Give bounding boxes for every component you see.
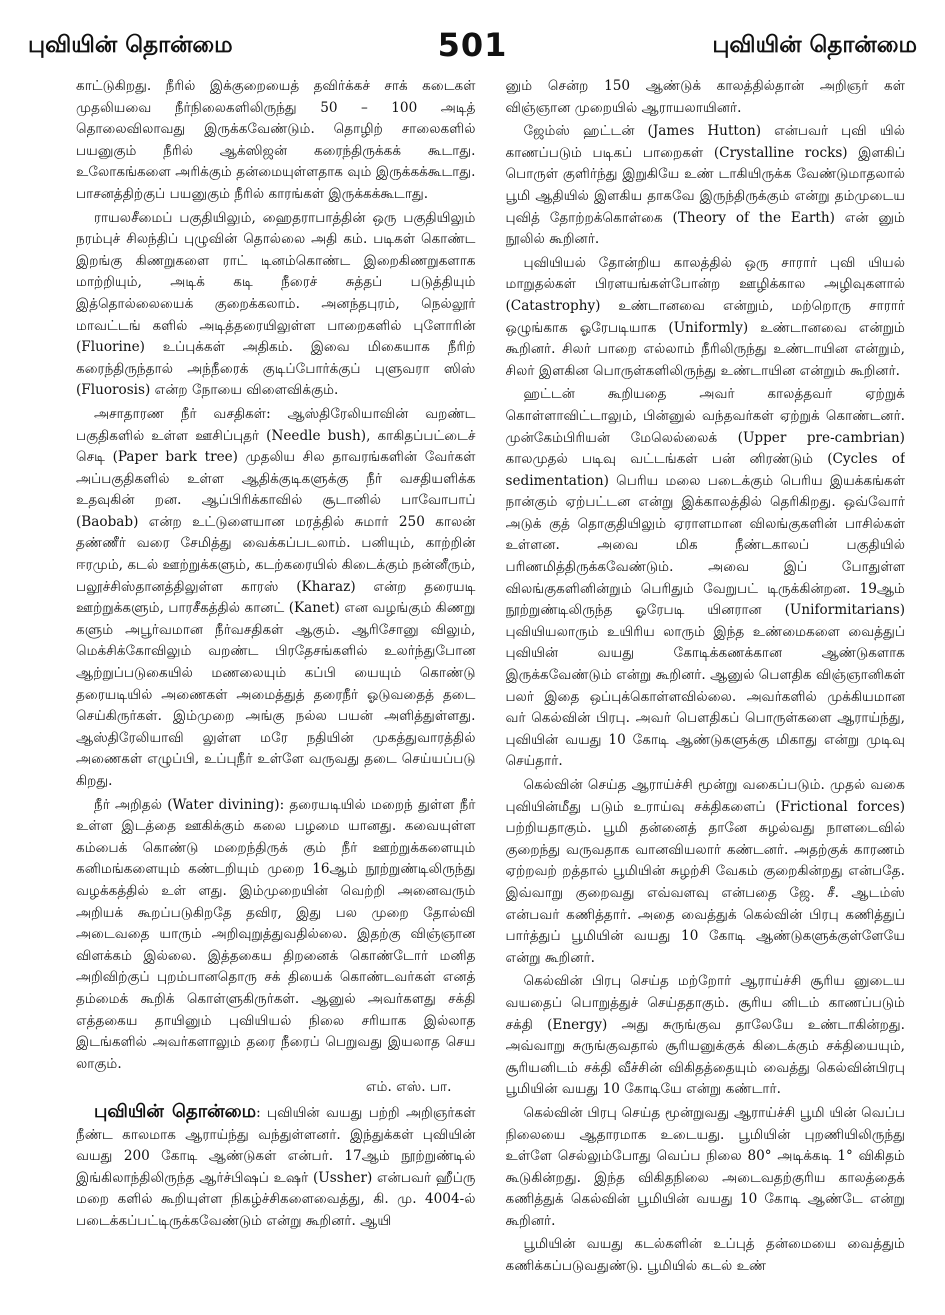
paragraph: ஜேம்ஸ் ஹட்டன் (James Hutton) என்பவர் புவி யில் காணப்படும் படிகப் பாறைகள் (Crystalline rocks) இளகிப் பொருள் குளிர்ந்து இறுகியே உண் டாகியிருக்க வேண்டுமாதலால் பூமி ஆதியில் இளகிய தாகவே இருந்திருக்கும் என்று தம்முடைய புவித் தோற்றக்கொள்கை (Theory of the Earth) என் னும் நூலில் கூறினர்.: [505, 123, 905, 248]
section-paragraph: [76, 1101, 476, 1233]
paragraph: பூமியின் வயது கடல்களின் உப்புத் தன்மையை வைத்தும் கணிக்கப்படுவதுண்டு. பூமியில் கடல் உண்: [505, 1236, 905, 1275]
paragraph: கெல்வின் பிரபு செய்த மூன்றுவது ஆராய்ச்சி பூமி யின் வெப்ப நிலையை ஆதாரமாக உடையது. பூமியின் புறணியிலிருந்து உள்ளே செல்லும்போது வெப்ப நிலை 80° அடிக்கடி 1° விகிதம் கூடுகின்றது. இந்த விகிதநிலை அடைவதற்குரிய காலத்தைக் கணித்துக் கெல்வின் பூமியின் வயது 10 கோடி ஆண்டே என்று கூறினர்.: [505, 1104, 905, 1229]
running-title-right: புவியின் தொன்மை: [712, 32, 917, 58]
running-title-left: புவியின் தொன்மை: [28, 32, 233, 58]
paragraph: னும் சென்ற 150 ஆண்டுக் காலத்தில்தான் அறிஞர் கள் விஞ்ஞான முறையில் ஆராயலாயினர்.: [505, 78, 905, 116]
paragraph: கெல்வின் செய்த ஆராய்ச்சி மூன்று வகைப்படும். முதல் வகை புவியின்மீது படும் உராய்வு சக்திகளைப் (Frictional forces) பற்றியதாகும். பூமி தன்னைத் தானே சுழல்வது நாளடைவில் குறைந்து வருவதாக வானவியலார் கண்டனர். அதற்குக் காரணம் ஏற்றவற் றத்தால் பூமியின் சுழற்சி வேகம் குறைகின்றது என்பதே. இவ்வாறு குறைவது எவ்வளவு என்பதை ஜே. சீ. ஆடம்ஸ் என்பவர் கணித்தார். அதை வைத்துக் கெல்வின் பிரபு கணித்துப் பார்த்துப் பூமியின் வயது 10 கோடி ஆண்டுகளுக்குள்ளேயே என்று கூறினர்.: [505, 777, 905, 966]
page-header: [28, 22, 917, 72]
paragraph: காட்டுகிறது. நீரில் இக்குறையைத் தவிர்க்கச் சாக் கடைகள் முதலியவை நீர்நிலைகளிலிருந்து 50 – 100 அடித் தொலைவிலாவது இருக்கவேண்டும். தொழிற் சாலைகளில் பயனுகும் நீரில் ஆக்ஸிஜன் கரைந்திருக்கக் கூடாது. உலோகங்களை அரிக்கும் தன்மையுள்ளதாக வும் இருக்கக்கூடாது. பாசனத்திற்குப் பயனுகும் நீரில் காரங்கள் இருக்கக்கூடாது.: [76, 78, 476, 202]
page-body: [76, 76, 905, 1297]
paragraph: நீர் அறிதல் (Water divining): தரையடியில் மறைந் துள்ள நீர் உள்ள இடத்தை ஊகிக்கும் கலை பழமை யானது. கவையுள்ள கம்பைக் கொண்டு மறைந்திருக் கும் நீர் ஊற்றுக்களையும் கனிமங்களையும் கண்டறியும் முறை 16ஆம் நூற்றுண்டிலிருந்து வழக்கத்தில் உள் ளது. இம்முறையின் வெற்றி அனைவரும் அறியக் கூறப்படுகிறதே தவிர, இது பல முறை தோல்வி அடைவதை யாரும் அறிவுறுத்துவதில்லை. இதற்கு விஞ்ஞான விளக்கம் இல்லை. இத்தகைய திறனைக் கொண்டோர் மனித அறிவிற்குப் புறம்பானதொரு சக் தியைக் கொண்டவர்கள் எனத் தம்மைக் கூறிக் கொள்ளுகிருர்கள். ஆனுல் அவர்களது சக்தி எத்தகைய தாயினும் புவியியல் நிலை சரியாக இல்லாத இடங்களில் அவர்களாலும் தரை நீரைப் பெறுவது இயலாத செய லாகும்.: [76, 796, 476, 1072]
page-number: 501: [437, 26, 508, 64]
paragraph: ஹட்டன் கூறியதை அவர் காலத்தவர் ஏற்றுக் கொள்ளாவிட்டாலும், பின்னுல் வந்தவர்கள் ஏற்றுக் கொண்டனர். முன்கேம்பிரியன் மேலெல்லைக் (Upper pre-cambrian) காலமுதல் படிவு வட்டங்கள் பன் னிரண்டும் (Cycles of sedimentation) பெரிய மலை படைக்கும் பெரிய இயக்கங்கள் நான்கும் ஏற்பட்டன என்று இக்காலத்தில் தெரிகிறது. ஒவ்வோர் அடுக் குத் தொகுதியிலும் ஏராளமான விலங்குகளின் பாசில்கள் உள்ளன. அவை மிக நீண்டகாலப் பகுதியில் பரிணமித்திருக்கவேண்டும். அவை இப் போதுள்ள விலங்குகளினின்றும் பெரிதும் வேறுபட் டிருக்கின்றன. 19ஆம் நூற்றுண்டிலிருந்த ஓரேபடி யினரான (Uniformitarians) புவியியலாரும் உயிரிய லாரும் இந்த உண்மைகளை வைத்துப் புவியின் வயது கோடிக்கணக்கான ஆண்டுகளாக இருக்கவேண்டும் என்று கூறினர். ஆனுல் பௌதிக விஞ்ஞானிகள் பலர் இதை ஒப்புக்கொள்ளவில்லை. அவர்களில் முக்கியமான வர் கெல்வின் பிரபு. அவர் பௌதிகப் பொருள்களை ஆராய்ந்து, புவியின் வயது 10 கோடி ஆண்டுகளுக்கு மிகாது என்று முடிவு செய்தார்.: [505, 386, 905, 770]
author-signature: எம். எஸ். பா.: [365, 1079, 452, 1096]
paragraph: கெல்வின் பிரபு செய்த மற்றோர் ஆராய்ச்சி சூரிய னுடைய வயதைப் பொறுத்துச் செய்ததாகும். சூரிய னிடம் காணப்படும் சக்தி (Energy) அது சுருங்குவ தாலேயே உண்டாகின்றது. அவ்வாறு சுருங்குவதால் சூரியனுக்குக் கிடைக்கும் சக்தியையும், சூரியனிடம் சக்தி வீச்சின் விகிதத்தையும் வைத்து கெல்வின்பிரபு பூமியின் வயது 10 கோடியே என்று கண்டார்.: [505, 973, 905, 1098]
left-column: [76, 76, 476, 1297]
paragraph: ராயலசீமைப் பகுதியிலும், ஹைதராபாத்தின் ஒரு பகுதியிலும் நரம்புச் சிலந்திப் புழுவின் தொல்லை அதி கம். படிகள் கொண்ட இறங்கு கிணறுகளை ராட் டினம்கொண்ட இறைகிணறுகளாக மாற்றியும், அடிக் கடி நீரைச் சுத்தப் படுத்தியும் இத்தொல்லையைக் குறைக்கலாம். அனந்தபுரம், நெல்லூர் மாவட்டங் களில் அடித்தரையிலுள்ள பாறைகளில் புளோரின் (Fluorine) உப்புக்கள் அதிகம். இவை மிகையாக நீரிற் கரைந்திருந்தால் அந்நீரைக் குடிப்போர்க்குப் புளுவரா ஸிஸ் (Fluorosis) என்ற நோயை விளைவிக்கும்.: [76, 209, 476, 399]
paragraph: புவியியல் தோன்றிய காலத்தில் ஒரு சாரார் புவி யியல் மாறுதல்கள் பிரளயங்கள்போன்ற ஊழிக்கால அழிவுகளால் (Catastrophy) உண்டானவை என்றும், மற்றொரு சாரார் ஒழுங்காக ஓரேபடியாக (Uniformly) உண்டானவை என்றும் கூறினர். சிலர் பாறை எல்லாம் நீரிலிருந்து உண்டாயின என்றும், சிலர் இளகின பொருள்களிலிருந்து உண்டாயின என்றும் கூறினர்.: [505, 254, 905, 379]
section-title: புவியின் தொன்மை: [94, 1100, 257, 1122]
right-column: [506, 76, 906, 1297]
paragraph: அசாதாரண நீர் வசதிகள்: ஆஸ்திரேலியாவின் வறண்ட பகுதிகளில் உள்ள ஊசிப்புதர் (Needle bush), காகிதப்பட்டைச் செடி (Paper bark tree) முதலிய சில தாவரங்களின் வேர்கள் அப்பகுதிகளில் உள்ள ஆதிக்குடிகளுக்கு நீர் வசதியளிக்க உதவுகின் றன. ஆப்பிரிக்காவில் சூடானில் பாவோபாப் (Baobab) என்ற உட்டுளையான மரத்தில் சுமார் 250 காலன் தண்ணீர் வரை சேமித்து வைக்கப்படலாம். பனியும், காற்றின் ஈரமும், கடல் ஊற்றுக்களும், கடற்கரையில் கிடைக்கும் நன்னீரும், பலூச்சிஸ்தானத்திலுள்ள காரஸ் (Kharaz) என்ற தரையடி ஊற்றுக்களும், பாரசீகத்தில் கானட் (Kanet) என வழங்கும் கிணறு களும் அபூர்வமான நீர்வசதிகள் ஆகும். ஆரிசோனு விலும், மெக்சிக்கோவிலும் வறண்ட பிரதேசங்களில் உலர்ந்துபோன ஆற்றுப்படுகையில் மணலையும் கப்பி யையும் கொண்டு தரையடியில் அணைகள் அமைத்துத் தரைநீர் ஓடுவதைத் தடை செய்கிருர்கள். இம்முறை அங்கு நல்ல பயன் அளித்துள்ளது. ஆஸ்திரேலியாவி லுள்ள மரே நதியின் முகத்துவாரத்தில் அணைகள் எழுப்பி, உப்புநீர் உள்ளே வருவது தடை செய்யப்படு கிறது.: [76, 405, 476, 789]
section-text: : புவியின் வயது பற்றி அறிஞர்கள் நீண்ட காலமாக ஆராய்ந்து வந்துள்ளனர். இந்துக்கள் புவியின் வயது 200 கோடி ஆண்டுகள் என்பர். 17ஆம் நூற்றுண்டில் இங்கிலாந்திலிருந்த ஆர்ச்பிஷப் உஷர் (Ussher) என்பவர் ஹீப்ரு மறை களில் கூறியுள்ள நிகழ்ச்சிகளைவைத்து, கி. மு. 4004-ல் படைக்கப்பட்டிருக்கவேண்டும் என்று கூறினர். ஆயி: [76, 1104, 476, 1229]
